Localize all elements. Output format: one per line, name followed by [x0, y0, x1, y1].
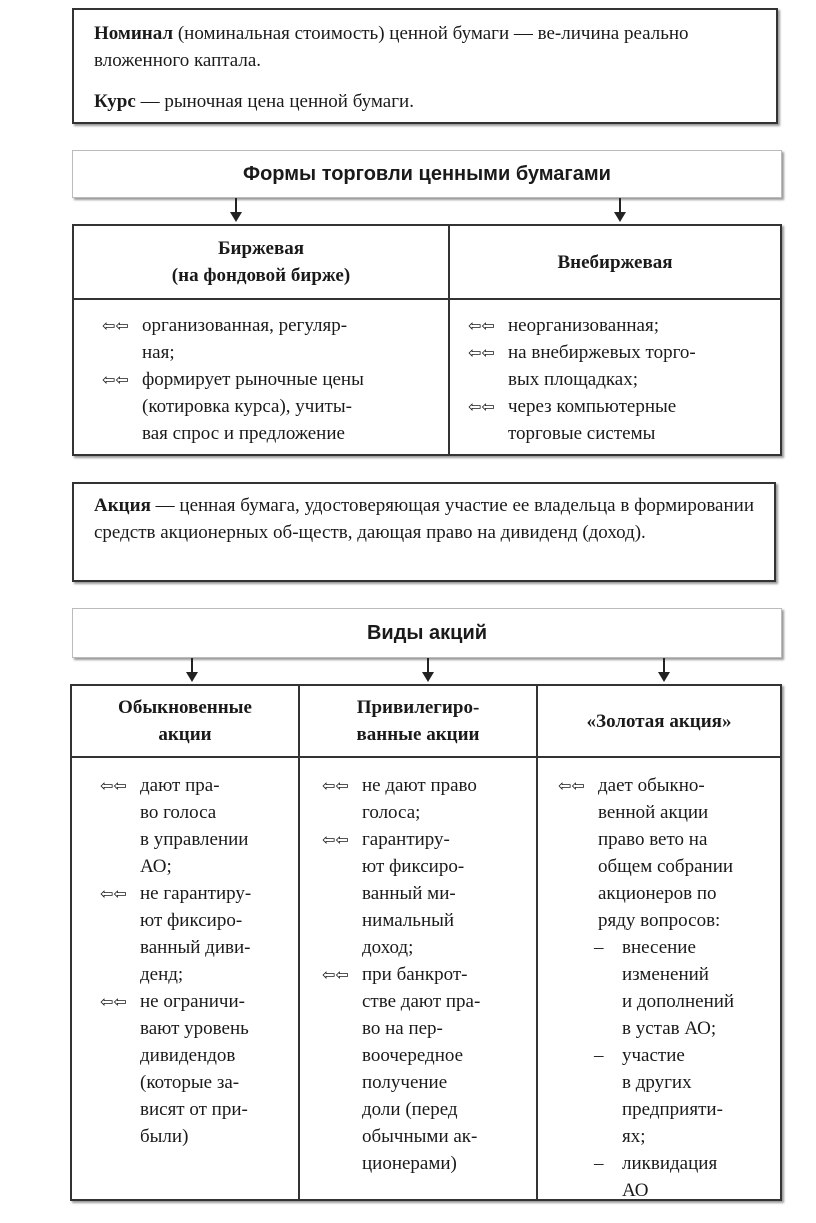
arrow-left-icon: ⇦⇦: [100, 776, 127, 795]
list-item: ⇦⇦ не ограничи- вают уровень дивидендов (которые за- висят от при- были): [100, 988, 290, 1150]
arrow-left-icon: ⇦⇦: [558, 776, 585, 795]
arrow-down-icon: [235, 198, 237, 220]
share-term: Акция: [94, 495, 151, 516]
list-item: ⇦⇦ формирует рыночные цены (котировка курса), учиты- вая спрос и предложение: [102, 366, 440, 447]
arrow-left-icon: ⇦⇦: [468, 343, 495, 362]
kurs-text: — рыночная цена ценной бумаги.: [135, 91, 414, 112]
common-shares-heading: Обыкновенные акции: [118, 697, 252, 745]
share-types-title: Виды акций: [366, 621, 488, 644]
kurs-definition: [94, 88, 756, 115]
trade-forms-table: [72, 224, 782, 456]
preferred-shares-items: [300, 760, 536, 1177]
dash-icon: –: [594, 937, 604, 958]
list-item: ⇦⇦ не гарантиру- ют фиксиро- ванный диви- денд;: [100, 880, 290, 988]
arrow-left-icon: ⇦⇦: [468, 316, 495, 335]
list-item: ⇦⇦ не дают право голоса;: [322, 772, 528, 826]
preferred-shares-heading: Привилегиро- ванные акции: [356, 697, 480, 745]
arrow-down-icon: [191, 658, 193, 680]
share-types-header: [72, 608, 782, 658]
arrow-left-icon: ⇦⇦: [322, 830, 349, 849]
trade-forms-header: [72, 150, 782, 198]
trade-forms-title: Формы торговли ценными бумагами: [243, 162, 611, 185]
arrow-left-icon: ⇦⇦: [322, 965, 349, 984]
arrow-left-icon: ⇦⇦: [100, 884, 127, 903]
common-shares-items: [72, 760, 298, 1150]
exchange-items: [74, 300, 448, 447]
nominal-term: Номинал: [94, 23, 174, 44]
list-item: ⇦⇦ неорганизованная;: [468, 312, 772, 339]
arrow-left-icon: ⇦⇦: [102, 316, 129, 335]
nominal-definition-box: [72, 8, 778, 124]
exchange-heading: Биржевая (на фондовой бирже): [171, 238, 351, 286]
otc-items: [450, 300, 780, 447]
arrow-left-icon: ⇦⇦: [468, 397, 495, 416]
golden-share-items: [538, 760, 780, 1204]
sub-item: – ликвидация АО: [594, 1150, 772, 1204]
arrow-left-icon: ⇦⇦: [322, 776, 349, 795]
list-item: ⇦⇦ на внебиржевых торго- вых площадках;: [468, 339, 772, 393]
otc-heading: Внебиржевая: [557, 251, 673, 273]
arrow-left-icon: ⇦⇦: [100, 992, 127, 1011]
golden-share-heading: «Золотая акция»: [586, 710, 732, 732]
list-item: ⇦⇦ дает обыкно- венной акции право вето на общем собрании акционеров по ряду вопросов:: [558, 772, 772, 934]
arrow-left-icon: ⇦⇦: [102, 370, 129, 389]
share-types-table: [70, 684, 782, 1201]
list-item: ⇦⇦ гарантиру- ют фиксиро- ванный ми- нимальный доход;: [322, 826, 528, 961]
dash-icon: –: [594, 1153, 604, 1174]
dash-icon: –: [594, 1045, 604, 1066]
list-item: ⇦⇦ дают пра- во голоса в управлении АО;: [100, 772, 290, 880]
nominal-definition: [94, 20, 756, 74]
share-text: — ценная бумага, удостоверяющая участие ее владельца в формировании средств акционерных об-ществ, дающая право на дивиденд (доход).: [94, 495, 754, 543]
share-definition-box: [72, 482, 776, 582]
kurs-term: Курс: [94, 91, 136, 112]
sub-item: – участие в других предприяти- ях;: [594, 1042, 772, 1150]
arrow-down-icon: [619, 198, 621, 220]
divider: [72, 756, 780, 758]
arrow-down-icon: [663, 658, 665, 680]
list-item: ⇦⇦ через компьютерные торговые системы: [468, 393, 772, 447]
share-definition: [94, 492, 754, 546]
arrow-down-icon: [427, 658, 429, 680]
list-item: ⇦⇦ организованная, регуляр- ная;: [102, 312, 440, 366]
nominal-text: (номинальная стоимость) ценной бумаги — ве-личина реально вложенного каптала.: [94, 23, 689, 71]
list-item: ⇦⇦ при банкрот- стве дают пра- во на пер- воочередное получение доли (перед обычными ак- ционерами): [322, 961, 528, 1177]
sub-item: – внесение изменений и дополнений в устав АО;: [594, 934, 772, 1042]
